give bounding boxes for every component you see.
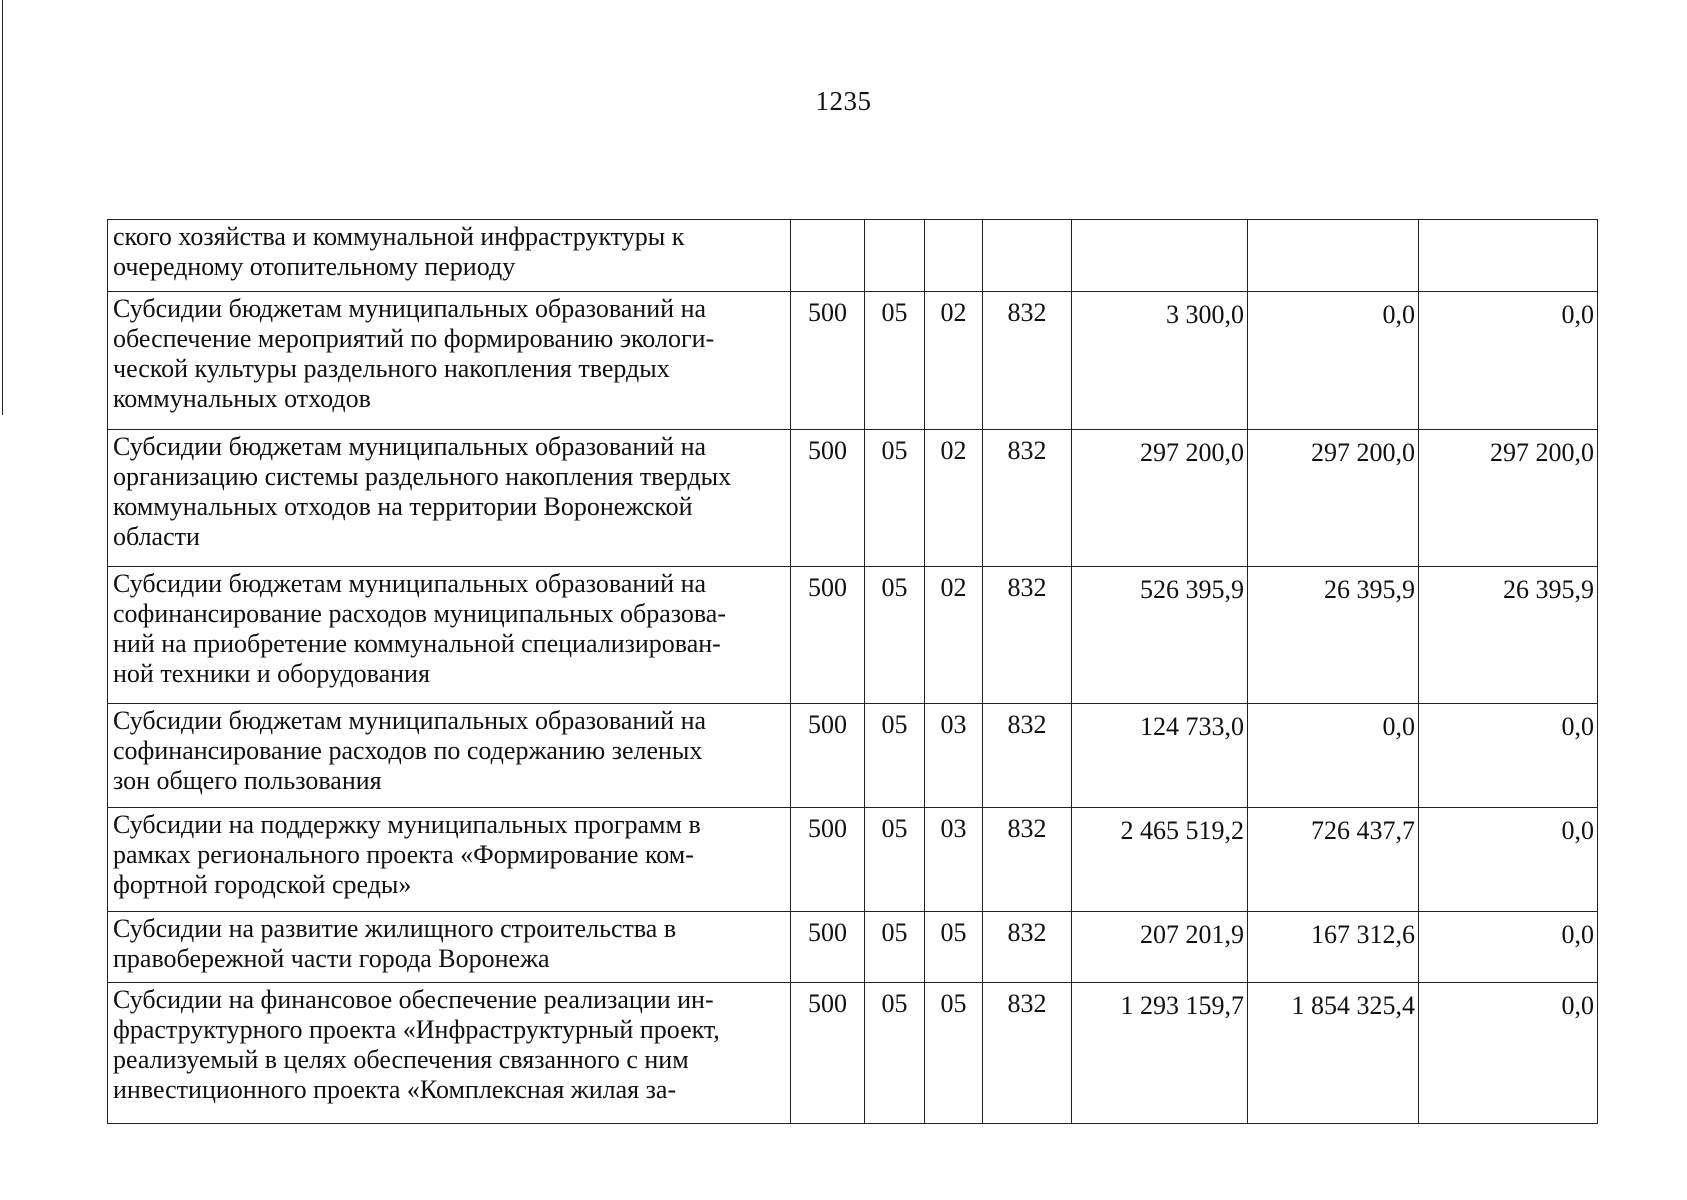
description-line: Субсидии на развитие жилищного строительства в <box>113 914 677 943</box>
amount-year-1: 526 395,9 <box>1072 567 1248 704</box>
description-line: коммунальных отходов <box>113 384 371 413</box>
section-code: 05 <box>865 430 925 567</box>
description-line: зон общего пользования <box>113 766 382 795</box>
table-body <box>108 220 1598 1124</box>
description-line: Субсидии бюджетам муниципальных образований на <box>113 294 707 323</box>
description-line: очередному отопительному периоду <box>113 252 516 281</box>
expense-type-code: 832 <box>983 567 1072 704</box>
amount-year-2: 26 395,9 <box>1248 567 1419 704</box>
subsection-code: 03 <box>925 704 983 808</box>
description-line: софинансирование расходов муниципальных образова- <box>113 599 726 628</box>
amount-year-3: 26 395,9 <box>1419 567 1598 704</box>
amount-year-3: 297 200,0 <box>1419 430 1598 567</box>
description-line: рамках регионального проекта «Формирование ком- <box>113 840 694 869</box>
amount-year-1: 1 293 159,7 <box>1072 983 1248 1124</box>
expense-type-code: 832 <box>983 912 1072 983</box>
ministry-code: 500 <box>791 808 865 912</box>
expense-type-code: 832 <box>983 704 1072 808</box>
subsection-code: 05 <box>925 912 983 983</box>
left-margin-rule <box>2 0 3 415</box>
amount-year-1: 297 200,0 <box>1072 430 1248 567</box>
table-row <box>108 912 1598 983</box>
row-description <box>108 430 791 567</box>
amount-year-2: 1 854 325,4 <box>1248 983 1419 1124</box>
table-row <box>108 808 1598 912</box>
amount-year-1: 124 733,0 <box>1072 704 1248 808</box>
section-code: 05 <box>865 704 925 808</box>
table-row <box>108 704 1598 808</box>
row-description <box>108 220 791 292</box>
table-row <box>108 983 1598 1124</box>
table-row <box>108 567 1598 704</box>
description-line: организацию системы раздельного накопления твердых <box>113 462 732 491</box>
subsection-code <box>925 220 983 292</box>
amount-year-2: 297 200,0 <box>1248 430 1419 567</box>
section-code: 05 <box>865 808 925 912</box>
row-description <box>108 808 791 912</box>
expense-type-code <box>983 220 1072 292</box>
amount-year-1: 207 201,9 <box>1072 912 1248 983</box>
subsection-code: 03 <box>925 808 983 912</box>
ministry-code: 500 <box>791 567 865 704</box>
amount-year-3: 0,0 <box>1419 912 1598 983</box>
page-number: 1235 <box>815 86 872 116</box>
subsection-code: 02 <box>925 567 983 704</box>
description-line: ческой культуры раздельного накопления твердых <box>113 354 670 383</box>
description-line: коммунальных отходов на территории Воронежской <box>113 492 693 521</box>
amount-year-3 <box>1419 220 1598 292</box>
expense-type-code: 832 <box>983 292 1072 430</box>
amount-year-3: 0,0 <box>1419 704 1598 808</box>
description-line: Субсидии бюджетам муниципальных образований на <box>113 706 707 735</box>
description-line: области <box>113 522 200 551</box>
section-code: 05 <box>865 912 925 983</box>
expense-type-code: 832 <box>983 430 1072 567</box>
amount-year-1: 3 300,0 <box>1072 292 1248 430</box>
section-code: 05 <box>865 983 925 1124</box>
amount-year-2: 726 437,7 <box>1248 808 1419 912</box>
description-line: ной техники и оборудования <box>113 659 430 688</box>
subsection-code: 05 <box>925 983 983 1124</box>
amount-year-3: 0,0 <box>1419 808 1598 912</box>
amount-year-3: 0,0 <box>1419 983 1598 1124</box>
description-line: софинансирование расходов по содержанию зеленых <box>113 736 703 765</box>
description-line: Субсидии бюджетам муниципальных образований на <box>113 569 707 598</box>
description-line: правобережной части города Воронежа <box>113 944 550 973</box>
ministry-code <box>791 220 865 292</box>
row-description <box>108 567 791 704</box>
description-line: ний на приобретение коммунальной специализирован- <box>113 629 721 658</box>
description-line: фраструктурного проекта «Инфраструктурный проект, <box>113 1015 720 1044</box>
row-description <box>108 912 791 983</box>
description-line: инвестиционного проекта «Комплексная жилая за- <box>113 1075 677 1104</box>
description-line: ского хозяйства и коммунальной инфраструктуры к <box>113 222 685 251</box>
amount-year-2: 0,0 <box>1248 704 1419 808</box>
amount-year-3: 0,0 <box>1419 292 1598 430</box>
section-code: 05 <box>865 567 925 704</box>
budget-table <box>107 219 1598 1124</box>
description-line: Субсидии на поддержку муниципальных программ в <box>113 810 701 839</box>
ministry-code: 500 <box>791 983 865 1124</box>
expense-type-code: 832 <box>983 808 1072 912</box>
amount-year-1 <box>1072 220 1248 292</box>
description-line: реализуемый в целях обеспечения связанного с ним <box>113 1045 689 1074</box>
section-code: 05 <box>865 292 925 430</box>
row-description <box>108 704 791 808</box>
subsection-code: 02 <box>925 292 983 430</box>
amount-year-1: 2 465 519,2 <box>1072 808 1248 912</box>
expense-type-code: 832 <box>983 983 1072 1124</box>
amount-year-2: 167 312,6 <box>1248 912 1419 983</box>
ministry-code: 500 <box>791 292 865 430</box>
description-line: обеспечение мероприятий по формированию экологи- <box>113 324 715 353</box>
amount-year-2 <box>1248 220 1419 292</box>
table-row <box>108 430 1598 567</box>
ministry-code: 500 <box>791 912 865 983</box>
description-line: Субсидии бюджетам муниципальных образований на <box>113 432 707 461</box>
amount-year-2: 0,0 <box>1248 292 1419 430</box>
table-row <box>108 292 1598 430</box>
description-line: фортной городской среды» <box>113 870 412 899</box>
row-description <box>108 292 791 430</box>
ministry-code: 500 <box>791 704 865 808</box>
description-line: Субсидии на финансовое обеспечение реализации ин- <box>113 985 714 1014</box>
row-description <box>108 983 791 1124</box>
subsection-code: 02 <box>925 430 983 567</box>
ministry-code: 500 <box>791 430 865 567</box>
section-code <box>865 220 925 292</box>
table-row <box>108 220 1598 292</box>
